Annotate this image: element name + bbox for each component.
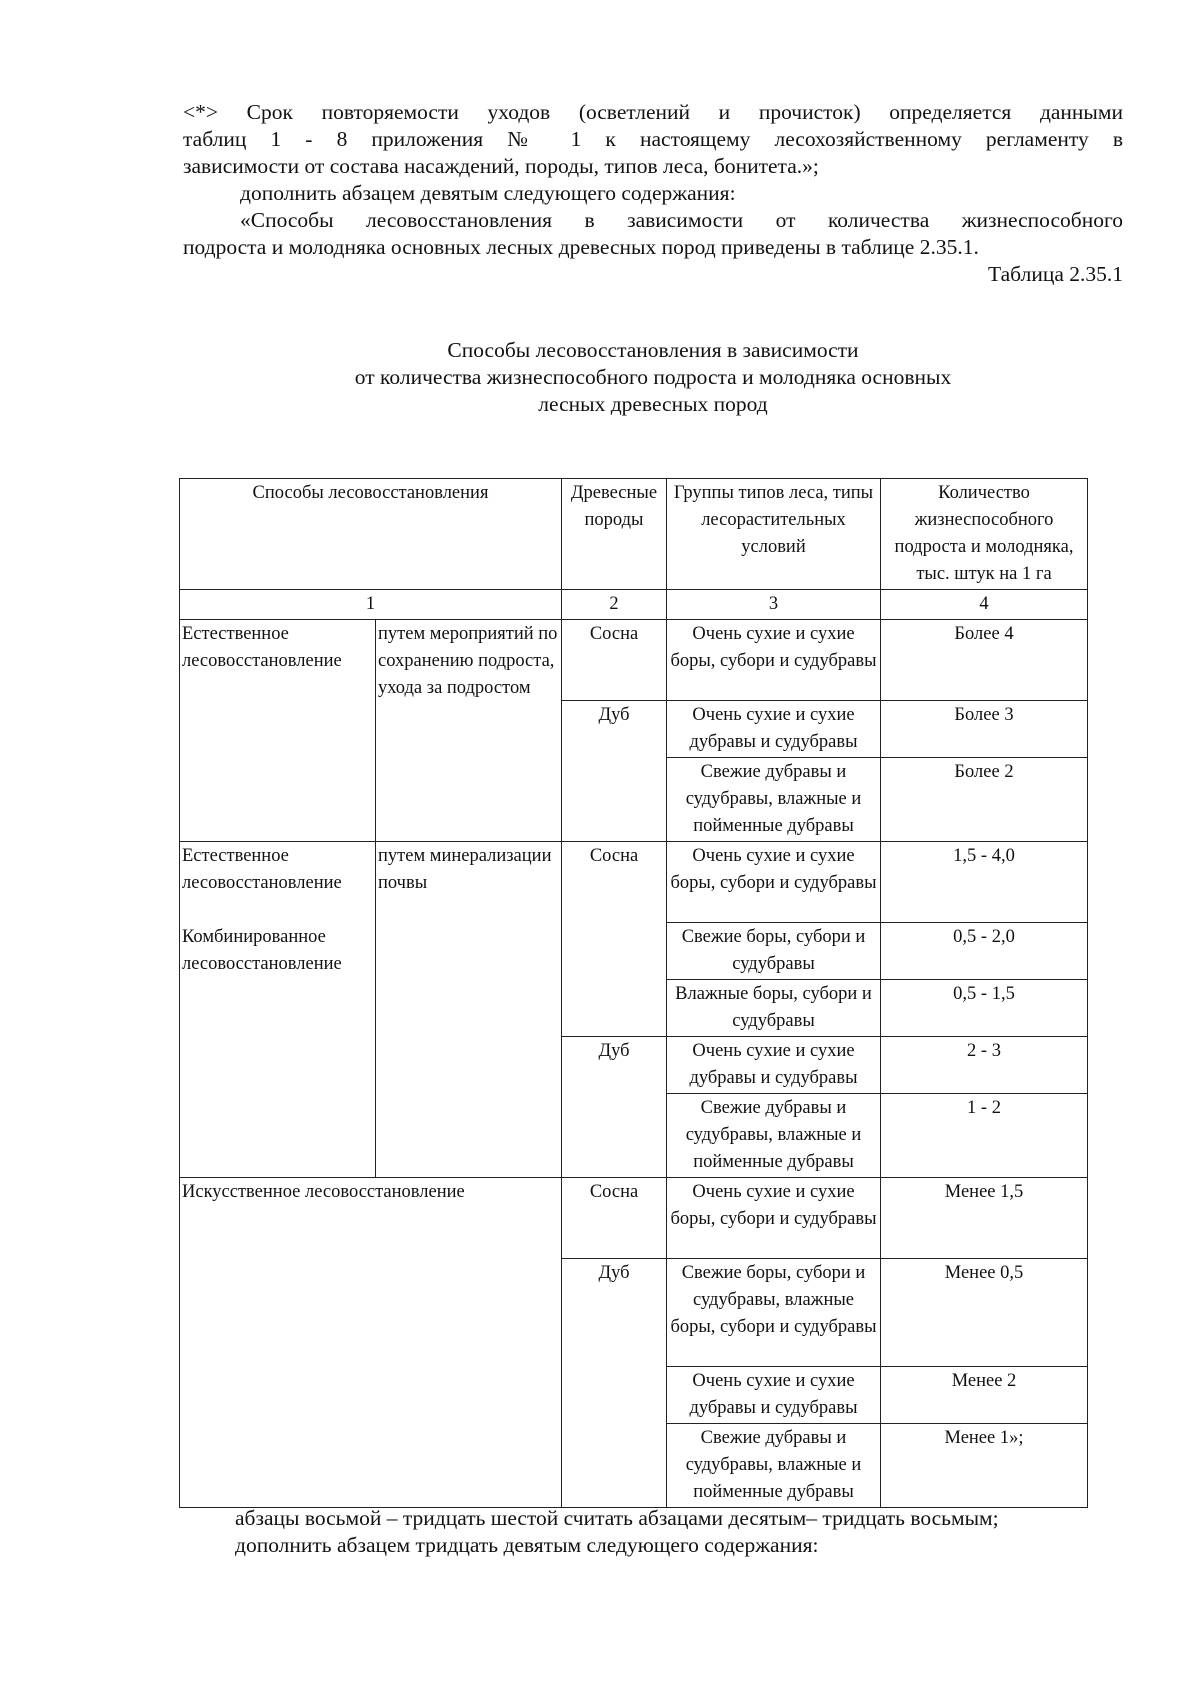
quantity-cell: 2 - 3 [881, 1037, 1088, 1094]
table-row [180, 620, 1088, 701]
quantity-cell: Более 2 [881, 758, 1088, 842]
method-combined: Комбинированное лесовосстановление [182, 927, 342, 974]
quantity-cell: Более 4 [881, 620, 1088, 701]
quantity-cell: Менее 1»; [881, 1424, 1088, 1508]
method-cell: Искусственное лесовосстановление [180, 1178, 562, 1508]
col-number: 2 [562, 590, 667, 620]
forest-type-cell: Очень сухие и сухие боры, субори и судубравы [667, 620, 881, 701]
col-number: 4 [881, 590, 1088, 620]
table-title-line-3: лесных древесных пород [538, 392, 768, 416]
forest-type-cell: Свежие боры, субори и судубравы, влажные боры, субори и судубравы [667, 1259, 881, 1367]
species-cell: Сосна [562, 842, 667, 1037]
species-cell: Дуб [562, 701, 667, 842]
method-cell [180, 842, 376, 1178]
method-natural: Естественное лесовосстановление [182, 846, 342, 893]
quantity-cell: 0,5 - 1,5 [881, 980, 1088, 1037]
forest-type-cell: Очень сухие и сухие дубравы и судубравы [667, 701, 881, 758]
footnote-line-1: <*> Срок повторяемости уходов (осветлений и прочисток) определяется данными [183, 100, 1123, 124]
quantity-cell: Менее 0,5 [881, 1259, 1088, 1367]
means-cell: путем минерализации почвы [376, 842, 562, 1178]
quote-line-2: подроста и молодняка основных лесных древесных пород приведены в таблице 2.35.1. [183, 235, 979, 259]
means-cell: путем мероприятий по сохранению подроста, ухода за подростом [376, 620, 562, 842]
footnote-line-2: таблиц 1 - 8 приложения № 1 к настоящему лесохозяйственному регламенту в [183, 127, 1123, 151]
outro-line-1: абзацы восьмой – тридцать шестой считать абзацами десятым– тридцать восьмым; [235, 1506, 999, 1530]
forest-type-cell: Свежие дубравы и судубравы, влажные и пойменные дубравы [667, 1094, 881, 1178]
forest-type-cell: Очень сухие и сухие дубравы и судубравы [667, 1037, 881, 1094]
col-number: 1 [180, 590, 562, 620]
table-row [180, 1178, 1088, 1259]
quantity-cell: Менее 1,5 [881, 1178, 1088, 1259]
method-cell: Естественное лесовосстановление [180, 620, 376, 842]
species-cell: Сосна [562, 1178, 667, 1259]
quantity-cell: 1 - 2 [881, 1094, 1088, 1178]
forest-type-cell: Свежие боры, субори и судубравы [667, 923, 881, 980]
forest-type-cell: Свежие дубравы и судубравы, влажные и пойменные дубравы [667, 758, 881, 842]
header-species: Древесные породы [562, 479, 667, 590]
species-cell: Дуб [562, 1259, 667, 1508]
table-title-line-1: Способы лесовосстановления в зависимости [447, 338, 859, 362]
add-ninth-paragraph: дополнить абзацем девятым следующего содержания: [240, 181, 736, 205]
table-header-row [180, 479, 1088, 590]
quantity-cell: Более 3 [881, 701, 1088, 758]
table-title-line-2: от количества жизнеспособного подроста и молодняка основных [354, 365, 952, 389]
header-quantity: Количество жизнеспособного подроста и молодняка, тыс. штук на 1 га [881, 479, 1088, 590]
forest-type-cell: Очень сухие и сухие дубравы и судубравы [667, 1367, 881, 1424]
reforestation-table [179, 478, 1088, 1508]
quantity-cell: 0,5 - 2,0 [881, 923, 1088, 980]
quantity-cell: Менее 2 [881, 1367, 1088, 1424]
species-cell: Дуб [562, 1037, 667, 1178]
table-label: Таблица 2.35.1 [988, 262, 1123, 286]
quote-line-1: «Способы лесовосстановления в зависимости от количества жизнеспособного [240, 208, 1123, 232]
forest-type-cell: Очень сухие и сухие боры, субори и судубравы [667, 1178, 881, 1259]
footnote-line-3: зависимости от состава насаждений, породы, типов леса, бонитета.»; [183, 154, 819, 178]
table-row [180, 842, 1088, 923]
species-cell: Сосна [562, 620, 667, 701]
forest-type-cell: Свежие дубравы и судубравы, влажные и пойменные дубравы [667, 1424, 881, 1508]
header-methods: Способы лесовосстановления [180, 479, 562, 590]
outro-line-2: дополнить абзацем тридцать девятым следующего содержания: [235, 1533, 819, 1557]
quantity-cell: 1,5 - 4,0 [881, 842, 1088, 923]
header-forest-types: Группы типов леса, типы лесорастительных условий [667, 479, 881, 590]
forest-type-cell: Очень сухие и сухие боры, субори и судубравы [667, 842, 881, 923]
col-number: 3 [667, 590, 881, 620]
forest-type-cell: Влажные боры, субори и судубравы [667, 980, 881, 1037]
column-number-row [180, 590, 1088, 620]
